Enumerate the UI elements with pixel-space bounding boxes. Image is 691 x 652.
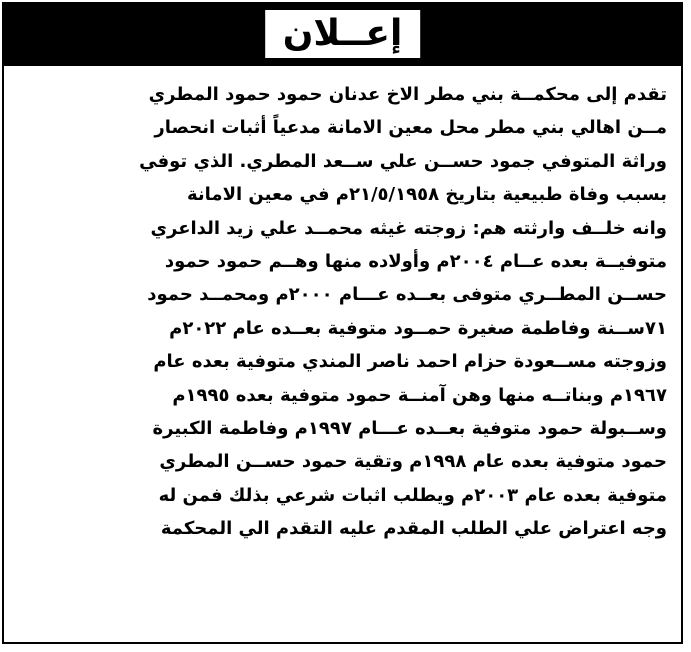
notice-line: ٧١ســنة وفاطمة صغيرة حمــود متوفية بعــده عام ٢٠٢٢م	[169, 317, 667, 339]
notice-line: حمود متوفية بعده عام ١٩٩٨م وتقية حمود حســن المطري	[159, 451, 667, 473]
notice-line: متوفية بعده عام ٢٠٠٣م ويطلب اثبات شرعي بذلك فمن له	[158, 484, 667, 506]
notice-line: تقدم إلى محكمــة بني مطر الاخ عدنان حمود حمود المطري	[148, 84, 667, 105]
notice-line: وســبولة حمود متوفية بعــده عـــام ١٩٩٧م وفاطمة الكبيرة	[152, 418, 667, 440]
notice-title: إعــلان	[265, 10, 421, 58]
notice-line: وزوجته مســعودة حزام احمد ناصر المندي متوفية بعده عام	[153, 351, 667, 373]
notice-line: بسبب وفاة طبيعية بتاريخ ٢١/٥/١٩٥٨م في معين الامانة	[187, 184, 667, 206]
notice-header-bar	[4, 4, 681, 66]
notice-line: وراثة المتوفي جمود حســن علي ســعد المطري. الذي توفي	[139, 150, 667, 172]
notice-line: متوفيــة بعده عــام ٢٠٠٤م وأولاده منها وهــم حمود حمود	[164, 251, 667, 273]
notice-line: وانه خلــف وارثته هم: زوجته غيثه محمــد علي زيد الداعري	[150, 217, 667, 239]
notice-line: ١٩٦٧م وبناتــه منها وهن آمنــة حمود متوفية بعده ١٩٩٥م	[172, 384, 667, 406]
legal-notice	[2, 2, 683, 644]
notice-body	[18, 78, 667, 546]
notice-line: حســن المطــري متوفى بعــده عـــام ٢٠٠٠م ومحمــد حمود	[147, 284, 667, 306]
notice-line: وجه اعتراض علي الطلب المقدم عليه التقدم الي المحكمة	[160, 518, 667, 540]
notice-line: مــن اهالي بني مطر محل معين الامانة مدعياً أثبات انحصار	[154, 117, 667, 139]
